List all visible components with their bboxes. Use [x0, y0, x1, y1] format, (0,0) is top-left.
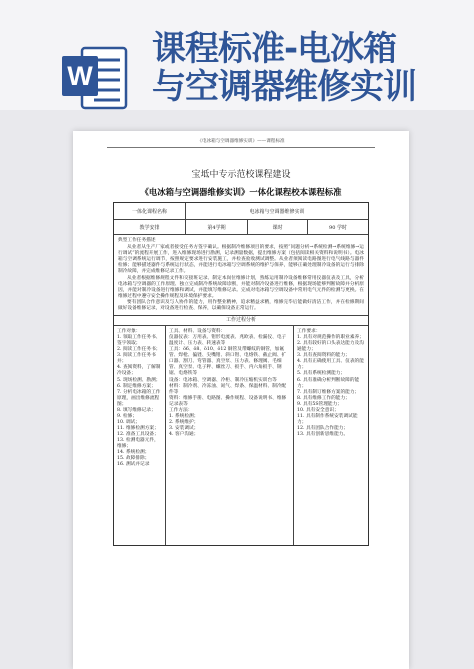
- column-line: 设备：电冰箱、空调器、冷柜、制冷压缩机实训台等: [169, 377, 277, 383]
- banner-title: [152, 30, 416, 106]
- column-heading: 工作要求：: [297, 329, 321, 335]
- word-logo-letter: W: [67, 61, 93, 91]
- schedule-label: 教学安排: [114, 220, 186, 234]
- column-line: 11. 维修检测方案；: [117, 425, 159, 431]
- column-line: 5. 现场检测、勘测；: [117, 377, 161, 383]
- column-line: 3. 阅读工作任务书并；: [117, 353, 156, 365]
- course-name-value: 电冰箱与空调器维修实训: [249, 208, 305, 215]
- column-line: 8. 填写维修记录；: [117, 407, 156, 413]
- column-line: 6. 制定维修方案；: [117, 383, 156, 389]
- schedule-row: [114, 220, 368, 235]
- column-line: 4. 查阅资料，了解制冷设备；: [117, 365, 161, 377]
- running-header: 《电冰箱与空调器维修实训》——课程标准: [197, 139, 285, 144]
- course-standard-table: [113, 202, 369, 546]
- column-line: 14. 系统检测；: [117, 450, 150, 456]
- column-line: 3. 具有查阅资料的能力；: [297, 353, 350, 359]
- column-line: 13. 具有创新思维能力。: [297, 431, 349, 437]
- column-line: 8. 具有维修工作的能力；: [297, 395, 350, 401]
- column-line: 资料：维修手册、电路图、操作规程、设备说明书、维修记录表等: [169, 395, 287, 407]
- tools-materials-column: [166, 326, 294, 545]
- column-line: 工具：ö6、ö8、ö10、ö12 铜管及带螺纹的铜管，加氟管、焊枪、偏锉、尖嘴钳、斜口钳、电烙铁、截止阀、扩口器、割刀、弯管器、真空泵、压力表、修理阀、毛细管、真空泵、电子秤、螺丝刀、扳手、内六角扳手、钢锯、电烙铁等: [169, 347, 287, 377]
- hours-label: 课时: [248, 220, 308, 234]
- column-line: 1. 具有对规范操作的职业素养；: [297, 335, 364, 341]
- column-line: 10. 调试；: [117, 419, 141, 425]
- column-line: 7. 具有制订维修方案的能力；: [297, 389, 360, 395]
- column-line: 1. 领取工作任务书、签字领取；: [117, 335, 161, 347]
- column-line: 4. 客户沟通；: [169, 431, 199, 437]
- column-line: 16. 测试并记录: [117, 462, 150, 468]
- column-line: 12. 具有团队合作能力；: [297, 425, 349, 431]
- column-line: 1. 系统检测；: [169, 413, 199, 419]
- work-object-column: [114, 326, 166, 545]
- task-description-paragraph: 从业者从生产厂家或者接受任务方签字确认。根据制冷维修项目的要求，按照“问题分析→系统检测→系统维修→运行调试”的流程开展工作，进入维修现场进行勘测，记录测量数据，提出维修方案（包括阅读相关资料和说明书）。电冰箱与空调系统运行调节，按照规定要求进行安装施工，并检查验收测试调整。从业者须阅读电路图进行电气线路与器件检修；能够描述器件与系统运行状态，并能进行电冰箱与空调系统的维护与保养，能够正确处理制冷设备的运行与排除制冷故障，并完成维修记录工作。: [118, 245, 364, 275]
- column-heading: 工作对象：: [117, 329, 141, 335]
- column-heading: 工具、材料、设备与资料：: [169, 329, 226, 335]
- column-line: 4. 具有正确使用工具、仪表的能力；: [297, 359, 364, 371]
- task-description-paragraph: 要有团队合作意识及与人协作的能力，用作整业精神，追求精益求精，维修完毕后能做好清洁工作，并在检修期间做好设备维修记录，对设备进行检查、保养，以确保设备正常运行。: [118, 299, 364, 312]
- document-title: 《电冰箱与空调器维修实训》一体化课程校本课程标准: [140, 187, 342, 197]
- task-description-paragraph: 从业者根据维修规程文件和交接班记录、制定本岗位维修计划，熟练运用制冷设备维修常用仪器仪表及工具，分析电冰箱与空调器的工作原理、独立完成制冷系统故障诊断，并能对制冷设备进行维修，根据现场能够判断故障并分析原因，并能对制冷设备进行维修和调试，并能填写维修记录。完成对电冰箱与空调设备中常用电气元件的检测与更换。在维修过程中遵守安全操作规程及环境保护要求。: [118, 275, 364, 299]
- task-description-section: [114, 235, 368, 316]
- column-line: 5. 具有系统检测能力；: [297, 371, 346, 377]
- running-header-rule: [107, 147, 375, 148]
- task-description-heading: 典型工作任务描述: [118, 238, 156, 243]
- column-line: 10. 具有安全意识；: [297, 407, 339, 413]
- column-line: 9. 检修；: [117, 413, 138, 419]
- work-requirements-column: [294, 326, 368, 545]
- hours-value: 90 学时: [329, 224, 347, 231]
- semester-value: 第4学期: [186, 220, 248, 234]
- column-line: 3. 安装调试；: [169, 425, 199, 431]
- process-analysis-columns: [114, 326, 368, 545]
- word-doc-icon: [60, 44, 130, 114]
- column-line: 15. 故障排除；: [117, 456, 150, 462]
- banner-title-line1: 课程标准-电冰箱: [152, 29, 397, 69]
- column-line: 2. 具有较好的口头表达能力及沟通能力；: [297, 341, 364, 353]
- school-name: 宝坻中专示范校课程建设: [191, 170, 291, 180]
- column-line: 11. 具有制作系统安装调试能力；: [297, 413, 358, 425]
- course-name-row: [114, 203, 368, 220]
- column-line: 工作方法：: [169, 407, 193, 413]
- column-line: 7. 分析电冰箱的工作原理，画出维修流程图；: [117, 389, 161, 407]
- column-line: 材料：制冷剂、冷冻油、氮气、焊条、保温材料、制冷配件等: [169, 383, 287, 395]
- column-line: 9. 具有5S管理能力；: [297, 401, 342, 407]
- course-name-label: 一体化课程名称: [114, 203, 186, 219]
- column-line: 仪器仪表：万用表、钳形电流表、兆欧表、检漏仪、电子温度计、压力表、转速表等: [169, 335, 287, 347]
- banner: [0, 0, 474, 110]
- column-line: 13. 检测电器元件，维修；: [117, 437, 159, 450]
- document-page: [73, 131, 409, 669]
- banner-title-line2: 与空调器维修实训: [152, 67, 416, 107]
- process-analysis-band: 工作过程分析: [114, 316, 368, 326]
- column-line: 2. 系统维护；: [169, 419, 199, 425]
- column-line: 2. 阅读工作任务书；: [117, 347, 161, 353]
- column-line: 6. 具有准确分析判断故障的能力；: [297, 377, 360, 389]
- column-line: 12. 准备工具设备；: [117, 431, 159, 437]
